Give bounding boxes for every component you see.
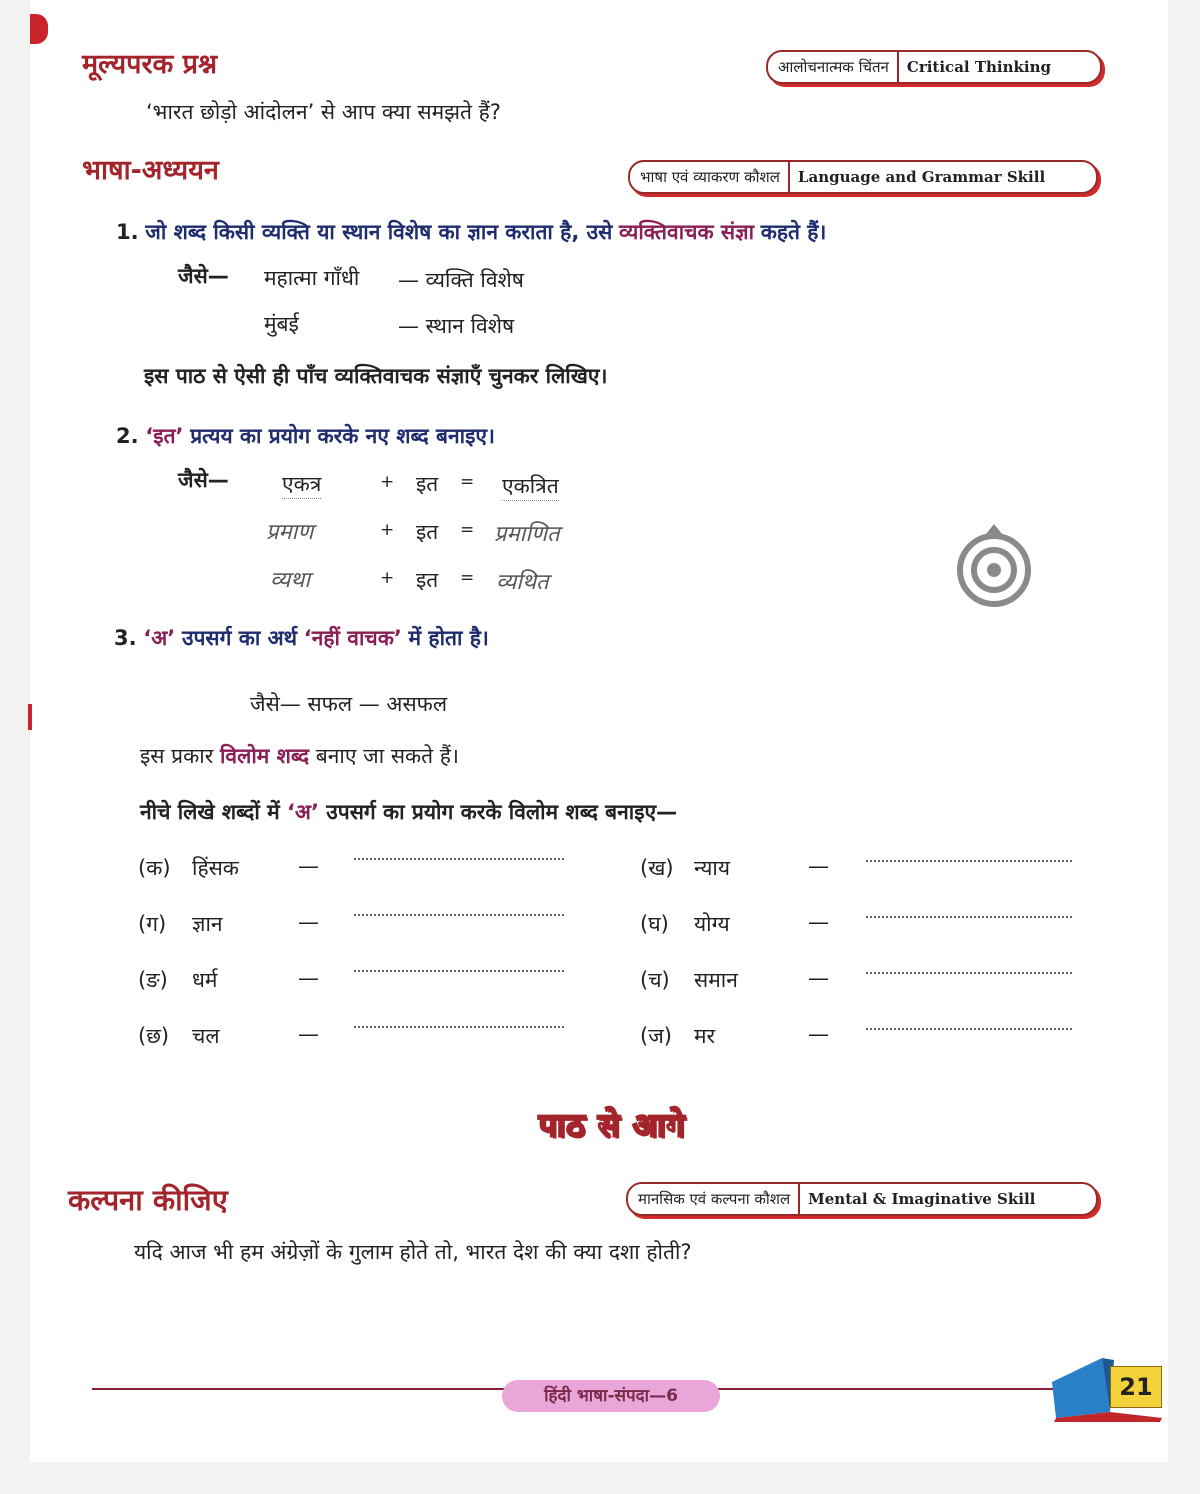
q3-instruction-prefix: ‘अ’ bbox=[286, 800, 319, 824]
q2-suffix-cell: इत bbox=[416, 568, 439, 592]
antonym-dash: — bbox=[808, 966, 829, 990]
language-study-title: भाषा-अध्ययन bbox=[82, 155, 219, 186]
margin-tab bbox=[30, 14, 48, 44]
tag-hindi: आलोचनात्मक चिंतन bbox=[768, 52, 899, 82]
q2-suffix-cell: इत bbox=[416, 472, 439, 496]
antonym-word: न्याय bbox=[694, 856, 730, 880]
antonym-word: हिंसक bbox=[192, 856, 239, 880]
antonym-answer-blank[interactable] bbox=[354, 970, 564, 972]
q3-text-b: में होता है। bbox=[408, 626, 489, 650]
tag-english: Mental & Imaginative Skill bbox=[808, 1190, 1036, 1208]
antonym-label: (घ) bbox=[640, 912, 669, 936]
q1-term: व्यक्तिवाचक संज्ञा bbox=[619, 220, 755, 244]
beyond-lesson-banner: पाठ से आगे bbox=[538, 1106, 686, 1144]
q1-example-word: मुंबई bbox=[264, 312, 299, 336]
q2-equals: = bbox=[460, 568, 475, 588]
q2-base-handwritten[interactable]: व्यथा bbox=[270, 568, 311, 593]
q2-result-handwritten[interactable]: प्रमाणित bbox=[494, 522, 560, 547]
q3-note bbox=[140, 742, 459, 770]
q3-statement bbox=[114, 624, 489, 652]
antonym-label: (ग) bbox=[138, 912, 167, 936]
q3-instruction-b: उपसर्ग का प्रयोग करके विलोम शब्द बनाइए— bbox=[326, 800, 678, 824]
q3-text-a: उपसर्ग का अर्थ bbox=[181, 626, 298, 650]
antonym-dash: — bbox=[808, 910, 829, 934]
antonym-label: (ख) bbox=[640, 856, 674, 880]
q2-plus: + bbox=[380, 472, 395, 492]
antonym-dash: — bbox=[808, 1022, 829, 1046]
q3-prefix: ‘अ’ bbox=[143, 626, 176, 650]
q3-note-c: बनाए जा सकते हैं। bbox=[315, 744, 459, 768]
q3-meaning: ‘नहीं वाचक’ bbox=[303, 626, 402, 650]
q2-statement bbox=[116, 422, 495, 450]
q2-result-handwritten[interactable]: व्यथित bbox=[496, 570, 549, 595]
antonym-word: समान bbox=[694, 968, 738, 992]
q2-text: प्रत्यय का प्रयोग करके नए शब्द बनाइए। bbox=[190, 424, 495, 448]
q2-result: एकत्रित bbox=[502, 472, 559, 501]
q2-equals: = bbox=[460, 472, 475, 492]
q3-note-term: विलोम शब्द bbox=[219, 744, 310, 768]
book-title: हिंदी भाषा-संपदा—6 bbox=[502, 1380, 720, 1412]
tag-hindi: मानसिक एवं कल्पना कौशल bbox=[628, 1184, 800, 1214]
q3-instruction bbox=[140, 798, 677, 826]
antonym-word: मर bbox=[694, 1024, 716, 1048]
q2-plus: + bbox=[380, 568, 395, 588]
q2-base-handwritten[interactable]: प्रमाण bbox=[266, 520, 314, 545]
q1-example-type: — व्यक्ति विशेष bbox=[398, 268, 524, 292]
antonym-answer-blank[interactable] bbox=[866, 1028, 1072, 1030]
antonym-answer-blank[interactable] bbox=[866, 860, 1072, 862]
value-question-text: ‘भारत छोड़ो आंदोलन’ से आप क्या समझते हैं? bbox=[146, 100, 501, 124]
critical-thinking-tag bbox=[766, 50, 1102, 84]
margin-mark bbox=[28, 704, 32, 730]
antonym-dash: — bbox=[298, 966, 319, 990]
antonym-word: चल bbox=[192, 1024, 220, 1048]
imagine-question: यदि आज भी हम अंग्रेज़ों के गुलाम होते तो, भारत देश की क्या दशा होती? bbox=[134, 1240, 692, 1264]
q1-instruction: इस पाठ से ऐसी ही पाँच व्यक्तिवाचक संज्ञाएँ चुनकर लिखिए। bbox=[144, 364, 608, 388]
imagine-title: कल्पना कीजिए bbox=[68, 1183, 228, 1217]
value-question-title: मूल्यपरक प्रश्न bbox=[82, 49, 218, 80]
antonym-label: (छ) bbox=[138, 1024, 170, 1048]
q1-example-word: महात्मा गाँधी bbox=[264, 266, 360, 290]
q1-text-c: कहते हैं। bbox=[760, 220, 827, 244]
antonym-dash: — bbox=[298, 1022, 319, 1046]
q3-number: 3. bbox=[114, 626, 137, 650]
q2-suffix: ‘इत’ bbox=[145, 424, 184, 448]
antonym-answer-blank[interactable] bbox=[866, 916, 1072, 918]
page-number: 21 bbox=[1110, 1366, 1162, 1408]
antonym-answer-blank[interactable] bbox=[866, 972, 1072, 974]
q1-statement bbox=[116, 218, 826, 246]
q1-text-a: जो शब्द किसी व्यक्ति या स्थान विशेष का ज्ञान कराता है, उसे bbox=[145, 220, 613, 244]
q2-example-label: जैसे— bbox=[178, 468, 229, 492]
antonym-word: ज्ञान bbox=[192, 912, 223, 936]
q1-number: 1. bbox=[116, 220, 139, 244]
antonym-answer-blank[interactable] bbox=[354, 914, 564, 916]
q3-note-a: इस प्रकार bbox=[140, 744, 214, 768]
antonym-label: (ज) bbox=[640, 1024, 672, 1048]
antonym-dash: — bbox=[808, 854, 829, 878]
tag-hindi: भाषा एवं व्याकरण कौशल bbox=[630, 162, 790, 192]
tag-english: Language and Grammar Skill bbox=[797, 168, 1046, 186]
mental-imaginative-tag bbox=[626, 1182, 1098, 1216]
q1-example-label: जैसे— bbox=[178, 264, 229, 288]
antonym-answer-blank[interactable] bbox=[354, 1026, 564, 1028]
antonym-label: (च) bbox=[640, 968, 670, 992]
q2-suffix-cell: इत bbox=[416, 520, 439, 544]
antonym-label: (ङ) bbox=[138, 968, 168, 992]
tag-english: Critical Thinking bbox=[906, 58, 1051, 76]
q3-example: जैसे— सफल — असफल bbox=[250, 692, 448, 716]
antonym-dash: — bbox=[298, 854, 319, 878]
q3-instruction-a: नीचे लिखे शब्दों में bbox=[140, 800, 280, 824]
q2-equals: = bbox=[460, 520, 475, 540]
q2-number: 2. bbox=[116, 424, 139, 448]
q2-plus: + bbox=[380, 520, 395, 540]
q1-example-type: — स्थान विशेष bbox=[398, 314, 515, 338]
antonym-word: योग्य bbox=[694, 912, 730, 936]
q2-base: एकत्र bbox=[282, 470, 321, 499]
antonym-word: धर्म bbox=[192, 968, 218, 992]
language-grammar-tag bbox=[628, 160, 1098, 194]
target-icon[interactable] bbox=[956, 522, 1032, 608]
antonym-answer-blank[interactable] bbox=[354, 858, 564, 860]
workbook-page bbox=[30, 0, 1168, 1462]
antonym-label: (क) bbox=[138, 856, 171, 880]
antonym-dash: — bbox=[298, 910, 319, 934]
